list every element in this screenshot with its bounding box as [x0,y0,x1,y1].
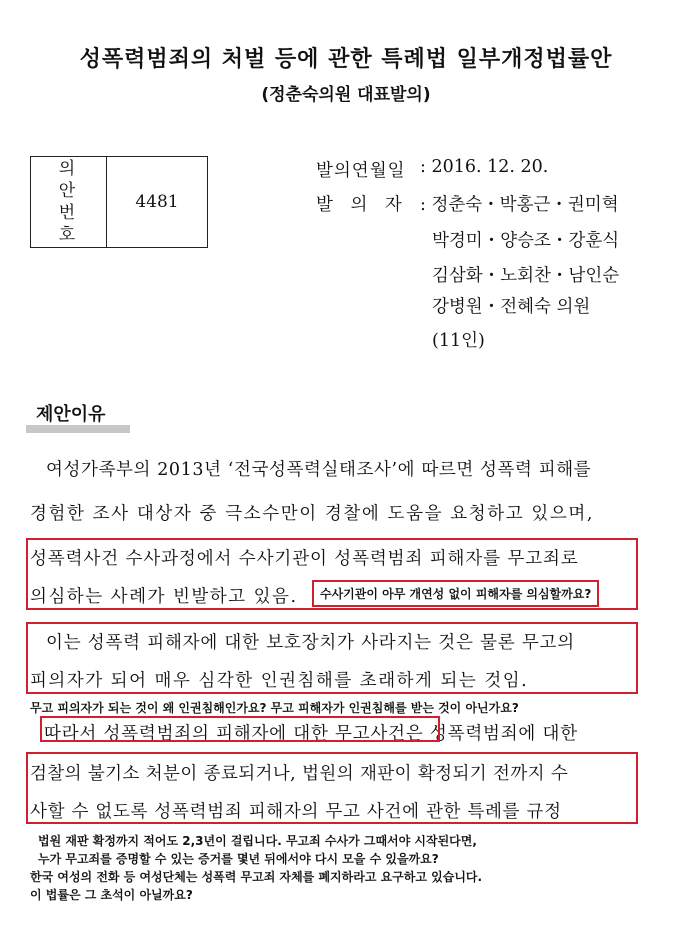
annotation-note-3-line-1: 법원 재판 확정까지 적어도 2,3년이 걸립니다. 무고죄 수사가 그때서야 시작된다면, [38,834,477,848]
bill-number-label-line2: 번 호 [58,203,86,245]
date-label: 발의연월일 [316,161,406,181]
annotation-note-2: 무고 피의자가 되는 것이 왜 인권침해인가요? 무고 피해자가 인권침해를 받는 것이 아닌가요? [30,701,519,715]
body-line-8: 검찰의 불기소 처분이 종료되거나, 법원의 재판이 확정되기 전까지 수 [30,764,569,784]
bill-number-label [31,157,107,248]
annotation-note-3-line-3: 한국 여성의 전화 등 여성단체는 성폭력 무고죄 자체를 폐지하라고 요구하고 있습니다. [30,870,483,884]
bill-number-label-line1: 의 안 [58,159,86,201]
proposer-count: (11인) [432,331,485,351]
document-title: 성폭력범죄의 처벌 등에 관한 특례법 일부개정법률안 [79,47,613,72]
proposer-line-3: 김삼화・노회찬・남인순 [432,266,620,286]
proposer-line-1: : 정춘숙・박홍근・권미혁 [420,195,619,215]
proposer-line-2: 박경미・양승조・강훈식 [432,231,620,251]
annotation-note-3-line-2: 누가 무고죄를 증명할 수 있는 증거를 몇년 뒤에서야 다시 모을 수 있을까요? [38,852,439,866]
document-subtitle: (정춘숙의원 대표발의) [261,85,431,105]
date-value: : 2016. 12. 20. [420,157,549,177]
highlight-box-rights [26,622,638,694]
body-line-4: 의심하는 사례가 빈발하고 있음. [30,587,298,607]
bill-number-value: 4481 [107,157,208,248]
annotation-note-3-line-4: 이 법률은 그 초석이 아닐까요? [30,888,193,902]
bill-number-box [30,156,208,248]
proposer-line-4: 강병원・전혜숙 의원 [432,297,591,317]
annotation-note-1: 수사기관이 아무 개연성 없이 피해자를 의심할까요? [312,580,599,607]
highlight-box-special-provision [26,752,638,824]
body-line-9: 사할 수 없도록 성폭력범죄 피해자의 무고 사건에 관한 특례를 규정 [30,802,562,822]
highlight-box-false-accusation [40,716,440,742]
body-line-1: 여성가족부의 2013년 ‘전국성폭력실태조사’에 따르면 성폭력 피해를 [46,460,592,480]
body-line-3: 성폭력사건 수사과정에서 수사기관이 성폭력범죄 피해자를 무고죄로 [30,549,579,569]
body-line-5: 이는 성폭력 피해자에 대한 보호장치가 사라지는 것은 물론 무고의 [46,633,575,653]
body-line-6: 피의자가 되어 매우 심각한 인권침해를 초래하게 되는 것임. [30,671,529,691]
section-heading: 제안이유 [36,404,106,425]
proposer-label: 발 의 자 [316,195,408,215]
body-line-7: 따라서 성폭력범죄의 피해자에 대한 무고사건은 성폭력범죄에 대한 [44,724,578,744]
body-line-2: 경험한 조사 대상자 중 극소수만이 경찰에 도움을 요청하고 있으며, [30,504,595,524]
section-underline [26,425,130,433]
